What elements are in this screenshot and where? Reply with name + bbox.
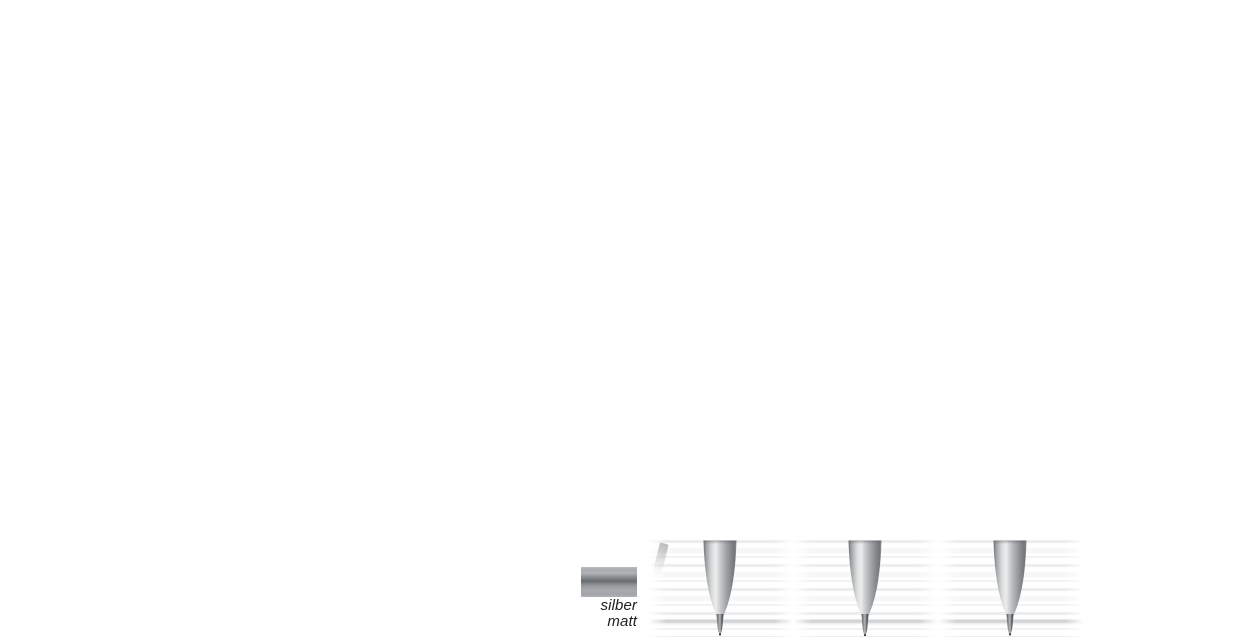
product-image-strip — [648, 539, 1084, 637]
pen-tip-photo-2 — [793, 539, 938, 637]
pen-tip-photo-3 — [938, 539, 1084, 637]
pen-tip-image — [848, 540, 882, 636]
color-swatch-silver-matt — [581, 567, 637, 597]
pen-tip-image — [993, 540, 1027, 636]
color-swatch-label — [551, 598, 637, 629]
pen-tip-photo-1 — [648, 539, 793, 637]
color-swatch-label-line1: silber — [600, 597, 637, 614]
pen-tip-image — [703, 540, 737, 636]
color-swatch-label-line2: matt — [607, 612, 637, 630]
